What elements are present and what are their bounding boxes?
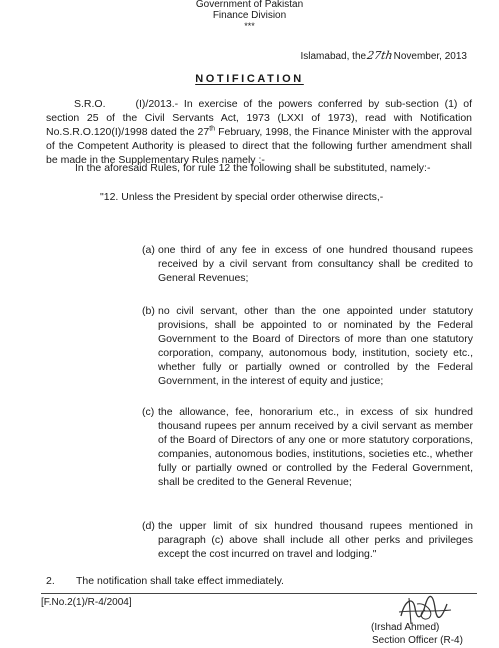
- paragraph-number: 2.: [46, 575, 55, 587]
- clause-text: the allowance, fee, honorarium etc., in excess of six hundred thousand rupees per annum received by a civil servant as member of the Board of Directors of any one or more statutory corporations, companies, autonomous bodies, institutions, societies etc., whether fully or partially owned or controlled by the Federal Government, shall be credited to the General Revenue;: [158, 406, 473, 488]
- preamble-text-b: February, 1998, the Finance Minister with the approval of the Competent Authority is pleased to direct that the following further amendment shall be made in the Supplementary Rules namely :-: [46, 126, 472, 166]
- signer-name: (Irshad Ahmed): [371, 622, 440, 633]
- dateline: [300, 49, 467, 64]
- preamble-superscript: th: [209, 125, 216, 133]
- header-separator: ***: [244, 21, 255, 31]
- header-government: Government of Pakistan: [195, 0, 304, 10]
- clause-text: no civil servant, other than the one appointed under statutory provisions, shall be appointed to or nominated by the Federal Government to the Board of Directors of more than one statutory corporation, company, autonomous body, institution, society etc., whether fully or partially owned or controlled by the Federal Government, in the interest of equity and justice;: [158, 305, 473, 387]
- clause-label: (b): [142, 305, 155, 317]
- paragraph-effect: [46, 574, 466, 588]
- notification-title: [0, 72, 499, 86]
- dateline-day-handwritten: 27th: [366, 49, 394, 62]
- clause-text: the upper limit of six hundred thousand rupees mentioned in paragraph (c) above shall include all other perks and privileges except the cost incurred on travel and lodging.": [158, 520, 473, 560]
- clause-label: (a): [142, 244, 155, 256]
- dateline-month-year: November, 2013: [393, 51, 467, 62]
- sro-label: S.R.O.: [74, 98, 106, 110]
- clause-a: [142, 243, 473, 285]
- header-division: Finance Division: [212, 10, 287, 21]
- paragraph-rule-substitution: In the aforesaid Rules, for rule 12 the following shall be substituted, namely:-: [75, 162, 431, 174]
- clause-label: (c): [142, 406, 155, 418]
- clause-text: one third of any fee in excess of one hundred thousand rupees received by a civil servant from consultancy shall be credited to General Revenues;: [158, 244, 473, 284]
- paragraph-preamble: [46, 97, 472, 167]
- clause-d: [142, 519, 473, 561]
- signer-title: Section Officer (R-4): [372, 635, 463, 646]
- notification-title-text: NOTIFICATION: [195, 73, 304, 85]
- paragraph-rule-12-intro: "12. Unless the President by special order otherwise directs,-: [100, 191, 384, 203]
- file-number: [F.No.2(1)/R-4/2004]: [41, 597, 132, 608]
- clause-b: [142, 304, 473, 388]
- preamble-text-a: (I)/2013.- In exercise of the powers conferred by sub-section (1) of section 25 of the Civil Servants Act, 1973 (LXXI of 1973), read with Notification No.S.R.O.120(I)/1998 dated the 27: [46, 98, 472, 138]
- dateline-place: Islamabad, the: [300, 51, 367, 62]
- paragraph-effect-text: The notification shall take effect immediately.: [76, 575, 284, 587]
- clause-label: (d): [142, 520, 155, 532]
- clause-c: [142, 405, 473, 489]
